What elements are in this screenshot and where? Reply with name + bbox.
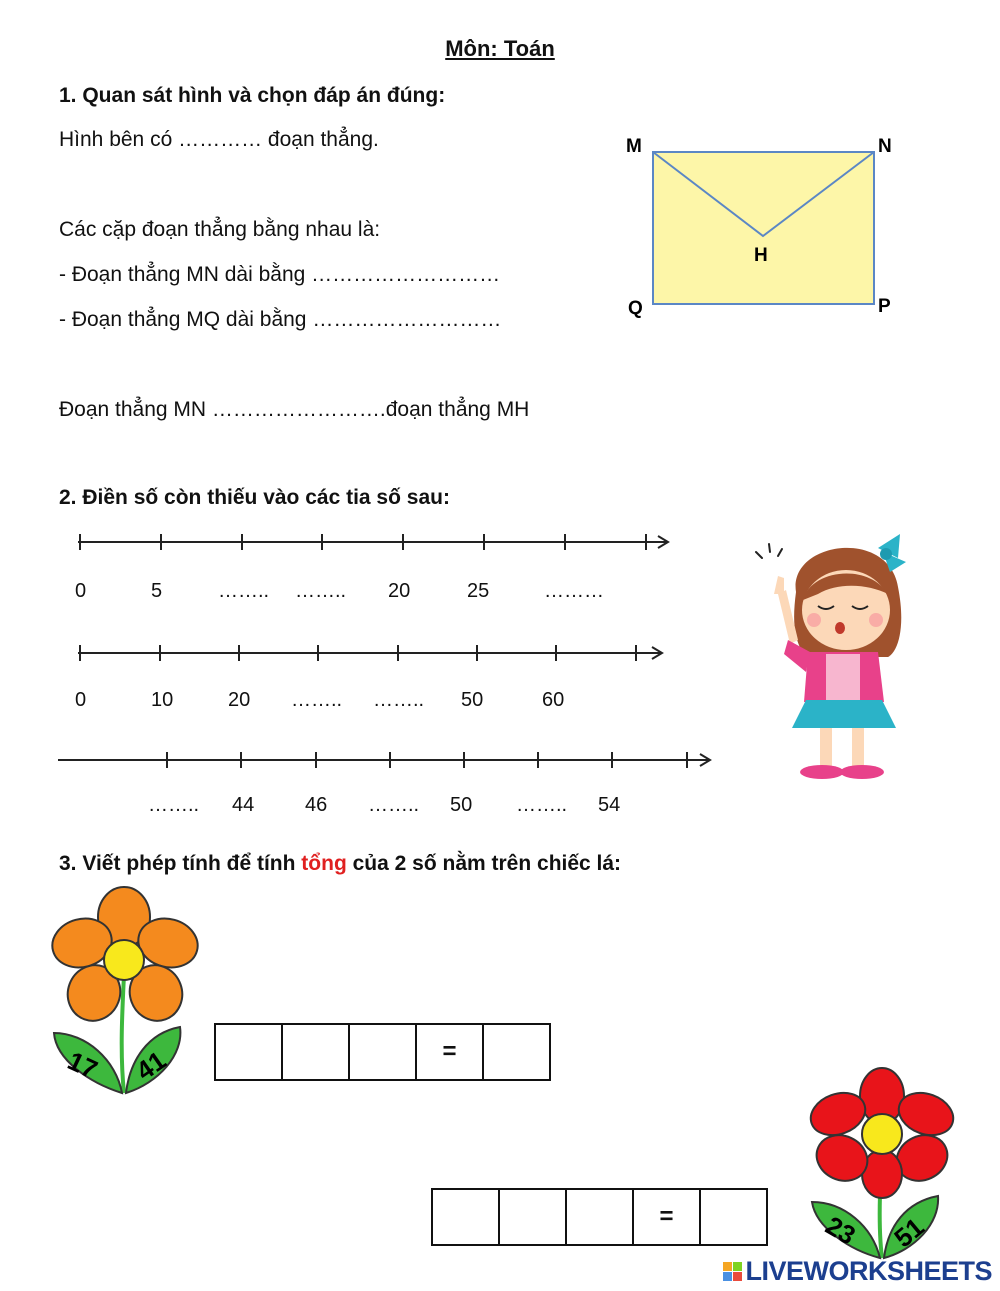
ray3-blank[interactable]: …….. bbox=[148, 794, 200, 816]
answer-box[interactable] bbox=[567, 1190, 634, 1244]
q1-heading: 1. Quan sát hình và chọn đáp án đúng: bbox=[59, 84, 446, 107]
answer-box[interactable] bbox=[350, 1025, 417, 1079]
label-m: M bbox=[626, 136, 642, 157]
ray3-label: 54 bbox=[598, 794, 621, 816]
answer-box[interactable] bbox=[500, 1190, 567, 1244]
girl-illustration bbox=[748, 532, 928, 784]
ray2-label: 60 bbox=[542, 689, 565, 711]
leaf-number-left: 17 bbox=[63, 1045, 103, 1085]
flower-red bbox=[806, 1066, 966, 1261]
ray3-blank[interactable]: …….. bbox=[516, 794, 568, 816]
rectangle-mnpq bbox=[653, 152, 874, 304]
liveworksheets-logo-icon bbox=[723, 1262, 742, 1281]
q2-heading: 2. Điền số còn thiếu vào các tia số sau: bbox=[59, 486, 450, 509]
answer-box[interactable] bbox=[216, 1025, 283, 1079]
brand-text: LIVEWORKSHEETS bbox=[745, 1256, 992, 1286]
answer-box[interactable] bbox=[701, 1190, 766, 1244]
ray1-label: 25 bbox=[467, 580, 490, 602]
leaf-number-right: 51 bbox=[888, 1211, 930, 1254]
answer-row-2 bbox=[431, 1188, 768, 1246]
q3-heading-emphasis: tổng bbox=[301, 852, 347, 875]
ray1-label: 5 bbox=[151, 580, 163, 602]
ray3-label: 46 bbox=[305, 794, 328, 816]
leaf-number-right: 41 bbox=[130, 1044, 172, 1087]
ray1-blank[interactable]: …….. bbox=[218, 580, 270, 602]
page-title: Môn: Toán bbox=[445, 36, 555, 61]
label-q: Q bbox=[628, 298, 643, 319]
ray2-label: 50 bbox=[461, 689, 484, 711]
answer-row-1 bbox=[214, 1023, 551, 1081]
ray2-blank[interactable]: …….. bbox=[373, 689, 425, 711]
label-p: P bbox=[878, 296, 891, 317]
equals-sign: = bbox=[634, 1190, 701, 1244]
q3-heading-pre: 3. Viết phép tính để tính bbox=[59, 852, 302, 875]
flower-orange bbox=[50, 885, 210, 1100]
ray3-blank[interactable]: …….. bbox=[368, 794, 420, 816]
q1-line-count: Hình bên có ………… đoạn thẳng. bbox=[59, 128, 379, 151]
q3-heading bbox=[59, 852, 621, 876]
number-ray-3 bbox=[0, 743, 720, 778]
ray3-label: 50 bbox=[450, 794, 473, 816]
answer-box[interactable] bbox=[433, 1190, 500, 1244]
label-n: N bbox=[878, 136, 892, 157]
answer-box[interactable] bbox=[283, 1025, 350, 1079]
number-ray-1 bbox=[0, 525, 700, 560]
q1-line-compare: Đoạn thẳng MN …………………….đoạn thẳng MH bbox=[59, 398, 530, 421]
answer-box[interactable] bbox=[484, 1025, 549, 1079]
q1-line-pairs: Các cặp đoạn thẳng bằng nhau là: bbox=[59, 218, 381, 241]
label-h: H bbox=[754, 245, 768, 266]
ray1-label: 0 bbox=[75, 580, 87, 602]
liveworksheets-brand bbox=[723, 1256, 992, 1287]
ray3-label: 44 bbox=[232, 794, 255, 816]
q3-heading-post: của 2 số nằm trên chiếc lá: bbox=[346, 852, 622, 875]
rectangle-figure bbox=[620, 128, 910, 323]
leaf-number-left: 23 bbox=[820, 1210, 861, 1251]
ray2-label: 10 bbox=[151, 689, 174, 711]
ray1-blank[interactable]: ……… bbox=[544, 580, 604, 602]
number-ray-2 bbox=[0, 636, 700, 671]
ray2-blank[interactable]: …….. bbox=[291, 689, 343, 711]
ray2-label: 0 bbox=[75, 689, 87, 711]
equals-sign: = bbox=[417, 1025, 484, 1079]
ray1-label: 20 bbox=[388, 580, 411, 602]
q1-line-mq: - Đoạn thẳng MQ dài bằng ……………………… bbox=[59, 308, 502, 331]
ray2-label: 20 bbox=[228, 689, 251, 711]
q1-line-mn: - Đoạn thẳng MN dài bằng ……………………… bbox=[59, 263, 501, 286]
ray1-blank[interactable]: …….. bbox=[295, 580, 347, 602]
